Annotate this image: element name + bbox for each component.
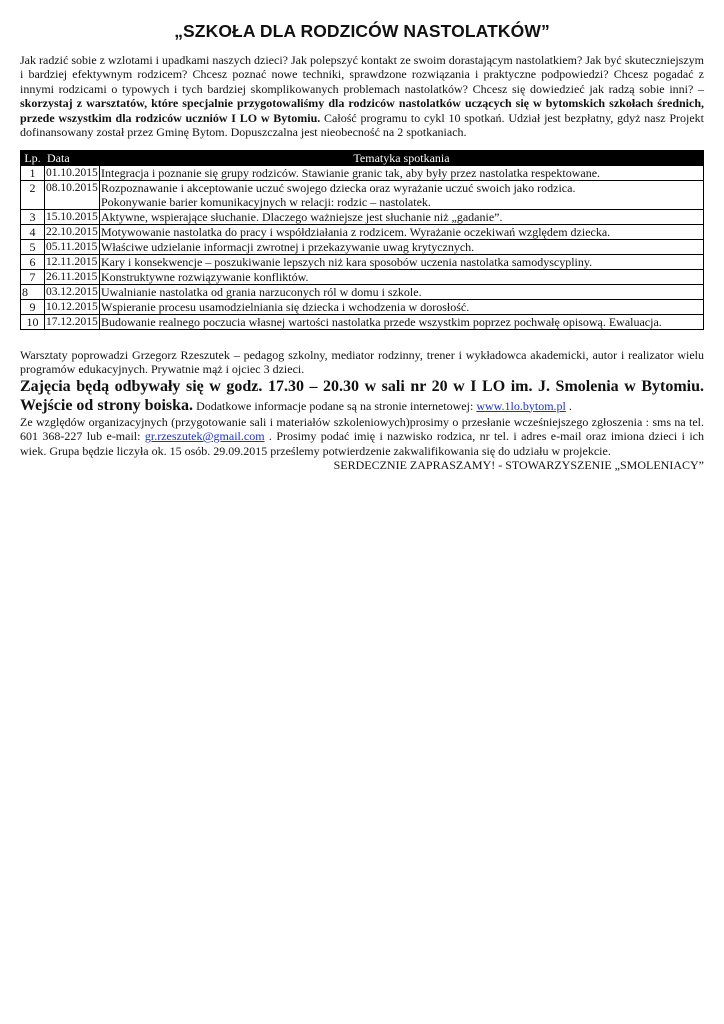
document-title: „SZKOŁA DLA RODZICÓW NASTOLATKÓW” bbox=[174, 21, 550, 41]
row-topic-line1: Rozpoznawanie i akceptowanie uczuć swojego dziecka oraz wyrażanie uczuć swoich jako rodzica. bbox=[101, 180, 576, 195]
row-lp: 6 bbox=[21, 254, 45, 269]
row-lp: 3 bbox=[21, 209, 45, 224]
row-topic: Kary i konsekwencje – poszukiwanie lepszych niż kara sposobów uczenia nastolatka samodyscypliny. bbox=[100, 254, 704, 269]
schedule-table bbox=[20, 150, 704, 330]
row-lp: 10 bbox=[21, 314, 45, 329]
intro-text-end: Całość programu to cykl 10 spotkań. Udział jest bezpłatny, gdyż nasz Projekt dofinansowany został przez Gminę Bytom. Dopuszczalna jest nieobecność na 2 spotkaniach. bbox=[20, 110, 705, 139]
row-date: 22.10.2015 bbox=[46, 225, 98, 238]
row-lp: 2 bbox=[21, 180, 45, 209]
row-date: 15.10.2015 bbox=[46, 210, 98, 223]
row-topic: Konstruktywne rozwiązywanie konfliktów. bbox=[100, 269, 704, 284]
closing-line: SERDECZNIE ZAPRASZAMY! - STOWARZYSZENIE „SMOLENIACY” bbox=[333, 458, 704, 472]
trainer-paragraph: Warsztaty poprowadzi Grzegorz Rzeszutek – pedagog szkolny, mediator rodzinny, trener i wykładowca akademicki, autor i realizator wielu programów edukacyjnych. Prywatnie mąż i ojciec 3 dzieci. bbox=[20, 347, 704, 376]
table-row bbox=[21, 165, 704, 180]
row-topic: Integracja i poznanie się grupy rodziców. Stawianie granic tak, aby były przez nastolatka respektowane. bbox=[100, 165, 704, 180]
document-page bbox=[20, 21, 705, 473]
row-topic: Uwalnianie nastolatka od grania narzuconych ról w domu i szkole. bbox=[100, 284, 704, 299]
row-date: 05.11.2015 bbox=[45, 239, 100, 254]
row-lp: 4 bbox=[21, 224, 45, 239]
more-info-text: Dodatkowe informacje podane są na stronie internetowej: bbox=[193, 398, 477, 413]
registration-paragraph bbox=[20, 415, 704, 459]
email-link[interactable]: gr.rzeszutek@gmail.com bbox=[144, 429, 265, 443]
table-row bbox=[21, 209, 704, 224]
table-row bbox=[21, 254, 704, 269]
row-date: 01.10.2015 bbox=[46, 166, 98, 179]
row-lp: 7 bbox=[21, 269, 45, 284]
schedule-bold-text: Zajęcia będą odbywały się w godz. 17.30 – 20.30 w sali nr 20 w I LO im. J. Smolenia w Bytomiu. Wejście od strony boiska. bbox=[20, 377, 704, 414]
row-topic-line2: Pokonywanie barier komunikacyjnych w relacji: rodzic – nastolatek. bbox=[101, 194, 431, 209]
header-lp: Lp. bbox=[21, 150, 45, 165]
header-topic: Tematyka spotkania bbox=[100, 150, 704, 165]
registration-text: Ze względów organizacyjnych (przygotowanie sali i materiałów szkoleniowych)prosimy o przesłanie wcześniejszego zgłoszenia : sms na tel. 601 368-227 lub e-mail: bbox=[20, 414, 704, 443]
table-row bbox=[21, 314, 704, 329]
row-lp: 1 bbox=[21, 165, 45, 180]
row-date: 10.12.2015 bbox=[46, 300, 98, 313]
row-date: 26.11.2015 bbox=[45, 269, 100, 284]
row-topic: Aktywne, wspierające słuchanie. Dlaczego ważniejsze jest słuchanie niż „gadanie”. bbox=[100, 209, 704, 224]
table-row bbox=[21, 284, 704, 299]
registration-text-end: . Prosimy podać imię i nazwisko rodzica, nr tel. i adres e-mail oraz imiona dzieci i ich wiek. Grupa będzie liczyła ok. 15 osób. 29.09.2015 prześlemy potwierdzenie zakwalifikowania się do udziału w projekcie. bbox=[20, 429, 704, 458]
row-date: 17.12.2015 bbox=[46, 315, 98, 328]
table-row bbox=[21, 269, 704, 284]
row-date: 08.10.2015 bbox=[45, 180, 100, 209]
header-date: Data bbox=[45, 150, 100, 165]
row-date: 03.12.2015 bbox=[46, 285, 98, 298]
row-topic: Budowanie realnego poczucia własnej wartości nastolatka przede wszystkim poprzez pochwałę opisową. Ewaluacja. bbox=[100, 314, 704, 329]
table-row bbox=[21, 239, 704, 254]
row-topic: Motywowanie nastolatka do pracy i współdziałania z rodzicem. Wyrażanie oczekiwań względem dziecka. bbox=[100, 224, 704, 239]
website-link[interactable]: www.1lo.bytom.pl bbox=[476, 398, 566, 413]
intro-text: Jak radzić sobie z wzlotami i upadkami naszych dzieci? Jak polepszyć kontakt ze swoim dorastającym nastolatkiem? Jak być skuteczniejszym i bardziej efektywnym rodzicem? Chcesz poznać nowe techniki, sprawdzone rozwiązania i praktyczne podpowiedzi? Chcesz pogadać z innymi rodzicami o typowych i tych bardziej skomplikowanych problemach nastolatków? Chcesz się dowiedzieć jak radzą sobie inni? – bbox=[20, 52, 704, 96]
row-topic: Właściwe udzielanie informacji zwrotnej i przekazywanie uwag krytycznych. bbox=[100, 239, 704, 254]
intro-paragraph bbox=[20, 53, 704, 140]
row-lp: 9 bbox=[21, 299, 45, 314]
table-row bbox=[21, 224, 704, 239]
row-topic: Wspieranie procesu usamodzielniania się dziecka i wchodzenia w dorosłość. bbox=[100, 299, 704, 314]
intro-bold-text: skorzystaj z warsztatów, które specjalnie przygotowaliśmy dla rodziców nastolatków uczących się w bytomskich szkołach średnich, przede wszystkim dla rodziców uczniów I LO w Bytomiu. bbox=[20, 96, 704, 125]
row-topic bbox=[100, 180, 704, 209]
row-lp: 5 bbox=[21, 239, 45, 254]
table-row bbox=[21, 180, 704, 209]
row-lp: 8 bbox=[21, 284, 45, 299]
table-header-row bbox=[21, 150, 704, 165]
schedule-paragraph bbox=[20, 377, 704, 415]
more-info-end: . bbox=[565, 398, 572, 413]
row-date: 12.11.2015 bbox=[45, 254, 100, 269]
table-row bbox=[21, 299, 704, 314]
